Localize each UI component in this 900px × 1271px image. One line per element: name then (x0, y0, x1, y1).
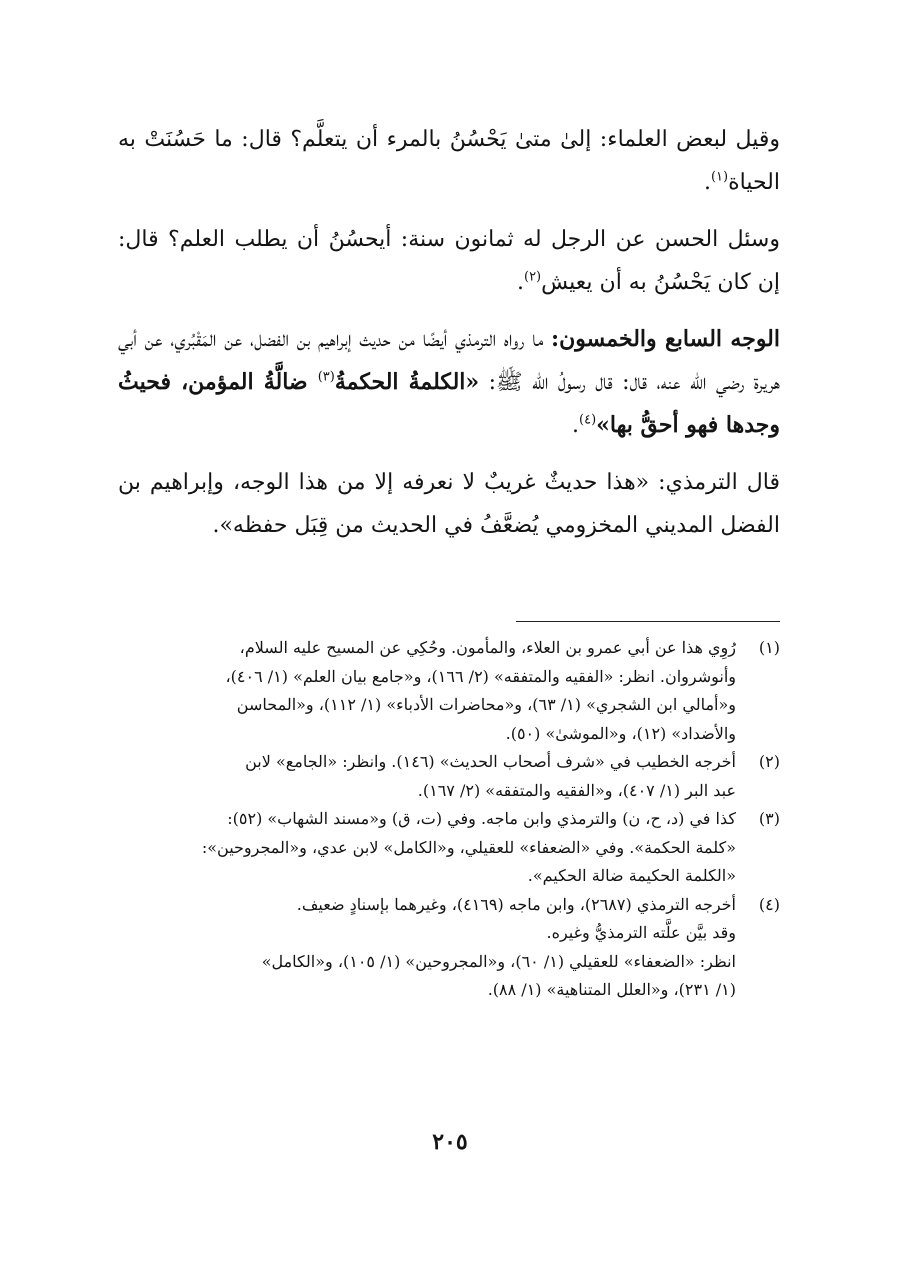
paragraph-3-text: ما رواه الترمذي أيضًا من حديث إبراهيم بن الفضل، عن المَقْبُري، عن أبي هريرة رضي الله عنه، قال: قال رسولُ الله ﷺ: (118, 327, 780, 395)
footnote-text (118, 805, 736, 891)
footnote-2 (118, 748, 780, 805)
footnote-line: رُوِي هذا عن أبي عمرو بن العلاء، والمأمون. وحُكِي عن المسيح عليه السلام، (239, 638, 736, 657)
paragraph-3: الوجه السابع والخمسون: ما رواه الترمذي أيضًا من حديث إبراهيم بن الفضل، عن المَقْبُري، عن أبي هريرة رضي الله عنه، قال: قال رسولُ الله ﷺ: «الكلمةُ الحكمةُ$^{(٣)}$ ضالَّةُ المؤمن، فحيثُ وجدها فهو أحقُّ بها»$^{(٤)}$. (118, 326, 780, 438)
footnote-ref-2: (٢) (523, 269, 542, 285)
footnote-number: (١) (758, 638, 780, 657)
footnote-ref-1: (١) (710, 169, 729, 185)
paragraph-4 (118, 461, 780, 547)
footnote-line: عبد البر (١/ ٤٠٧)، و«الفقيه والمتفقه» (٢/ ١٦٧). (417, 780, 736, 800)
page-number: ٢٠٥ (432, 1129, 468, 1155)
paragraph-2: وسئل الحسن عن الرجل له ثمانون سنة: أيحسُنُ أن يطلب العلم؟ قال: إن كان يَحْسُنُ به أن يعيش$^{(٢)}$. (118, 227, 780, 295)
paragraph-1: وقيل لبعض العلماء: إلىٰ متىٰ يَحْسُنُ بالمرء أن يتعلَّم؟ قال: ما حَسُنَتْ به الحياة$^{(١)}$. (118, 127, 780, 195)
footnote-number: (٣) (758, 809, 780, 828)
footnote-line: انظر: «الضعفاء» للعقيلي (١/ ٦٠)، و«المجروحين» (١/ ١٠٥)، و«الكامل» (261, 951, 736, 971)
footnote-line: و«أمالي ابن الشجري» (١/ ٦٣)، و«محاضرات الأدباء» (١/ ١١٢)، و«المحاسن (236, 695, 736, 714)
footnote-text (118, 891, 736, 1005)
footnote-separator (516, 621, 780, 622)
footnote-line: أخرجه الخطيب في «شرف أصحاب الحديث» (١٤٦). وانظر: «الجامع» لابن (245, 752, 736, 771)
hadith-quote-end: ضالَّةُ المؤمن، فحيثُ وجدها فهو أحقُّ بها» (118, 369, 780, 438)
footnote-4 (118, 891, 780, 1005)
paragraph-4-text: قال الترمذي: «هذا حديثٌ غريبٌ لا نعرفه إلا من هذا الوجه، وإبراهيم بن الفضل المديني المخزومي يُضعَّفُ في الحديث من قِبَل حفظه». (118, 470, 780, 538)
footnote-ref-4: (٤) (579, 412, 597, 428)
footnote-text (118, 748, 736, 805)
footnote-ref-3: (٣) (317, 369, 335, 385)
footnote-line: وقد بيَّن علَّته الترمذيُّ وغيره. (546, 923, 736, 942)
footnote-3 (118, 805, 780, 891)
footnote-line: «كلمة الحكمة». وفي «الضعفاء» للعقيلي، و«الكامل» لابن عدي، و«المجروحين»: (201, 837, 736, 857)
footnote-line: كذا في (د، ح، ن) والترمذي وابن ماجه. وفي (ت، ق) و«مسند الشهاب» (٥٢): (227, 809, 736, 828)
footnote-line: (١/ ٢٣١)، و«العلل المتناهية» (١/ ٨٨). (487, 980, 736, 999)
footnote-1 (118, 634, 780, 748)
hadith-quote-start: «الكلمةُ الحكمةُ (334, 369, 480, 395)
paragraph-1-text: وقيل لبعض العلماء: إلىٰ متىٰ يَحْسُنُ بالمرء أن يتعلَّم؟ قال: ما حَسُنَتْ به الحياة (118, 127, 780, 195)
paragraph-2-text: وسئل الحسن عن الرجل له ثمانون سنة: أيحسُنُ أن يطلب العلم؟ قال: إن كان يَحْسُنُ به أن يعيش (118, 227, 780, 295)
footnotes (118, 634, 780, 1005)
footnote-number: (٢) (758, 752, 780, 771)
footnote-line: أخرجه الترمذي (٢٦٨٧)، وابن ماجه (٤١٦٩)، وغيرهما بإسنادٍ ضعيف. (296, 894, 736, 914)
footnote-text (118, 634, 736, 748)
footnote-line: والأضداد» (١٢)، و«الموشىٰ» (٥٠). (505, 723, 736, 743)
footnote-line: وأنوشروان. انظر: «الفقيه والمتفقه» (٢/ ١٦٦)، و«جامع بيان العلم» (١/ ٤٠٦)، (225, 666, 736, 686)
main-text (118, 118, 780, 561)
footnote-number: (٤) (758, 894, 780, 914)
footnote-line: «الكلمة الحكيمة ضالة الحكيم». (527, 866, 736, 885)
section-heading: الوجه السابع والخمسون: (551, 326, 780, 352)
